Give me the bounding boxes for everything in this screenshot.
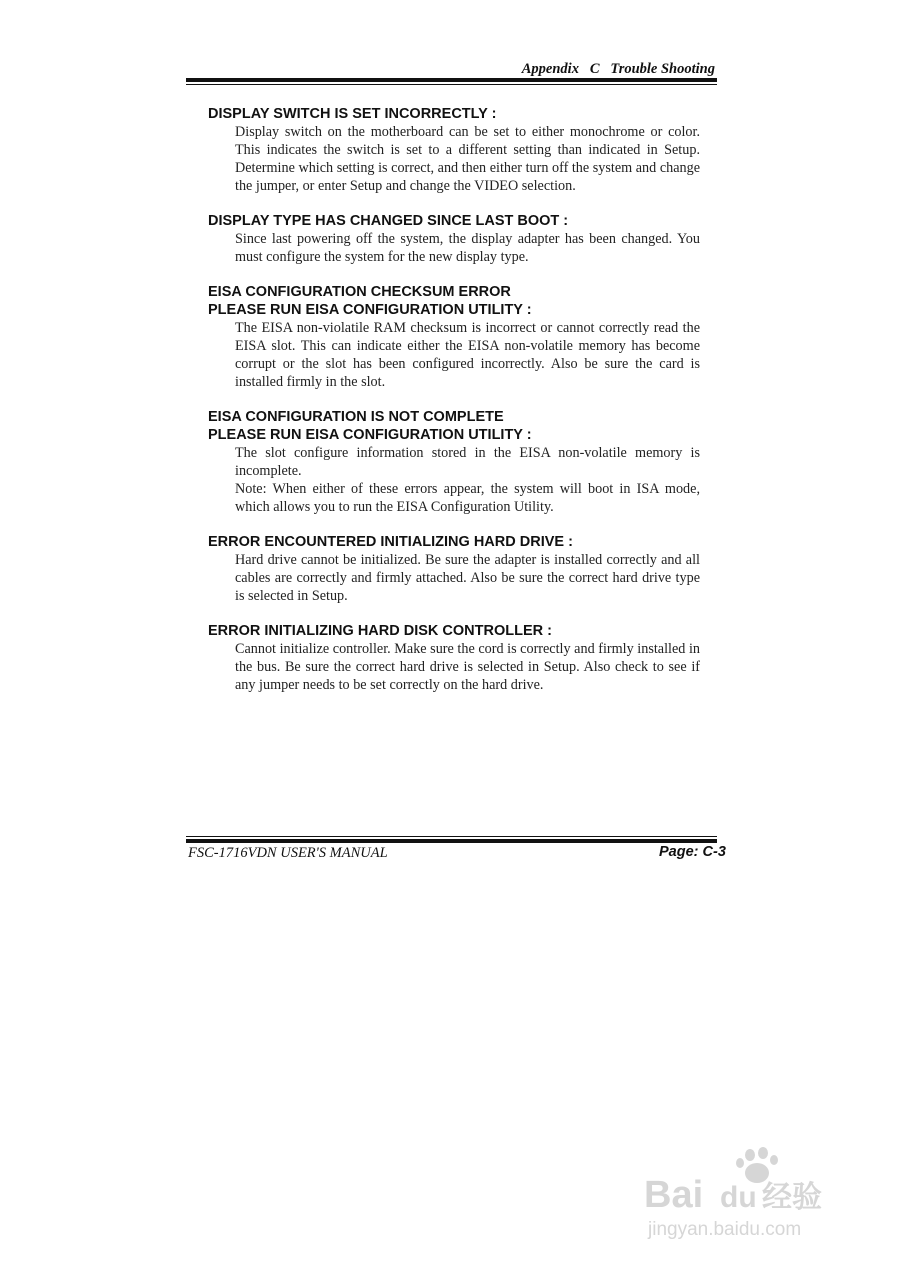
watermark-du: du — [720, 1181, 757, 1214]
section-heading: ERROR ENCOUNTERED INITIALIZING HARD DRIVE : — [208, 534, 573, 550]
section-paragraph: Display switch on the motherboard can be set to either monochrome or color. This indicates the switch is set to a different setting than indicated in Setup. Determine which setting is correct, and then either turn off the system and change the jumper, or enter Setup and change the VIDEO selection. — [235, 124, 700, 194]
section-display-type — [208, 212, 700, 266]
header-rule-thin — [186, 84, 717, 85]
section-heading: PLEASE RUN EISA CONFIGURATION UTILITY : — [208, 427, 532, 443]
footer-page-number: Page: C-3 — [659, 844, 726, 860]
section-display-switch — [208, 105, 700, 195]
section-eisa-incomplete — [208, 408, 700, 516]
watermark-cn: 经验 — [762, 1180, 822, 1215]
watermark-brand: Bai — [644, 1174, 704, 1216]
section-hard-drive-init — [208, 533, 700, 605]
paw-icon — [736, 1147, 778, 1183]
section-heading: EISA CONFIGURATION CHECKSUM ERROR — [208, 284, 511, 300]
section-paragraph: Since last powering off the system, the display adapter has been changed. You must configure the system for the new display type. — [235, 231, 700, 265]
watermark-url: jingyan.baidu.com — [648, 1219, 802, 1240]
section-note: Note: When either of these errors appear, the system will boot in ISA mode, which allows you to run the EISA Configuration Utility. — [235, 481, 700, 515]
section-paragraph: The slot configure information stored in the EISA non-volatile memory is incomplete. — [235, 445, 700, 479]
footer-rule-thick — [186, 839, 717, 843]
section-paragraph: Cannot initialize controller. Make sure the cord is correctly and firmly installed in the bus. Be sure the correct hard drive is selected in Setup. Also check to see if any jumper needs to be set correctly on the hard drive. — [235, 641, 700, 693]
footer-rule-thin — [186, 836, 717, 837]
section-eisa-checksum — [208, 283, 700, 391]
section-heading: DISPLAY TYPE HAS CHANGED SINCE LAST BOOT : — [208, 213, 569, 229]
section-paragraph: Hard drive cannot be initialized. Be sure the adapter is installed correctly and all cables are correctly and firmly attached. Also be sure the correct hard drive type is selected in Setup. — [235, 552, 700, 604]
running-header: Appendix C Trouble Shooting — [521, 61, 715, 77]
section-heading: DISPLAY SWITCH IS SET INCORRECTLY : — [208, 106, 497, 122]
section-heading: EISA CONFIGURATION IS NOT COMPLETE — [208, 409, 504, 425]
section-heading: ERROR INITIALIZING HARD DISK CONTROLLER : — [208, 623, 552, 639]
page-body — [208, 105, 700, 711]
footer-manual-title: FSC-1716VDN USER'S MANUAL — [188, 845, 388, 861]
header-rule-thick — [186, 78, 717, 82]
section-hard-disk-controller — [208, 622, 700, 694]
section-heading: PLEASE RUN EISA CONFIGURATION UTILITY : — [208, 302, 532, 318]
baidu-watermark — [640, 1145, 860, 1245]
section-paragraph: The EISA non-violatile RAM checksum is incorrect or cannot correctly read the EISA slot. This can indicate either the EISA non-volatile memory has become corrupt or the slot has been configured incorrectly. Also be sure the card is installed firmly in the slot. — [235, 320, 700, 390]
